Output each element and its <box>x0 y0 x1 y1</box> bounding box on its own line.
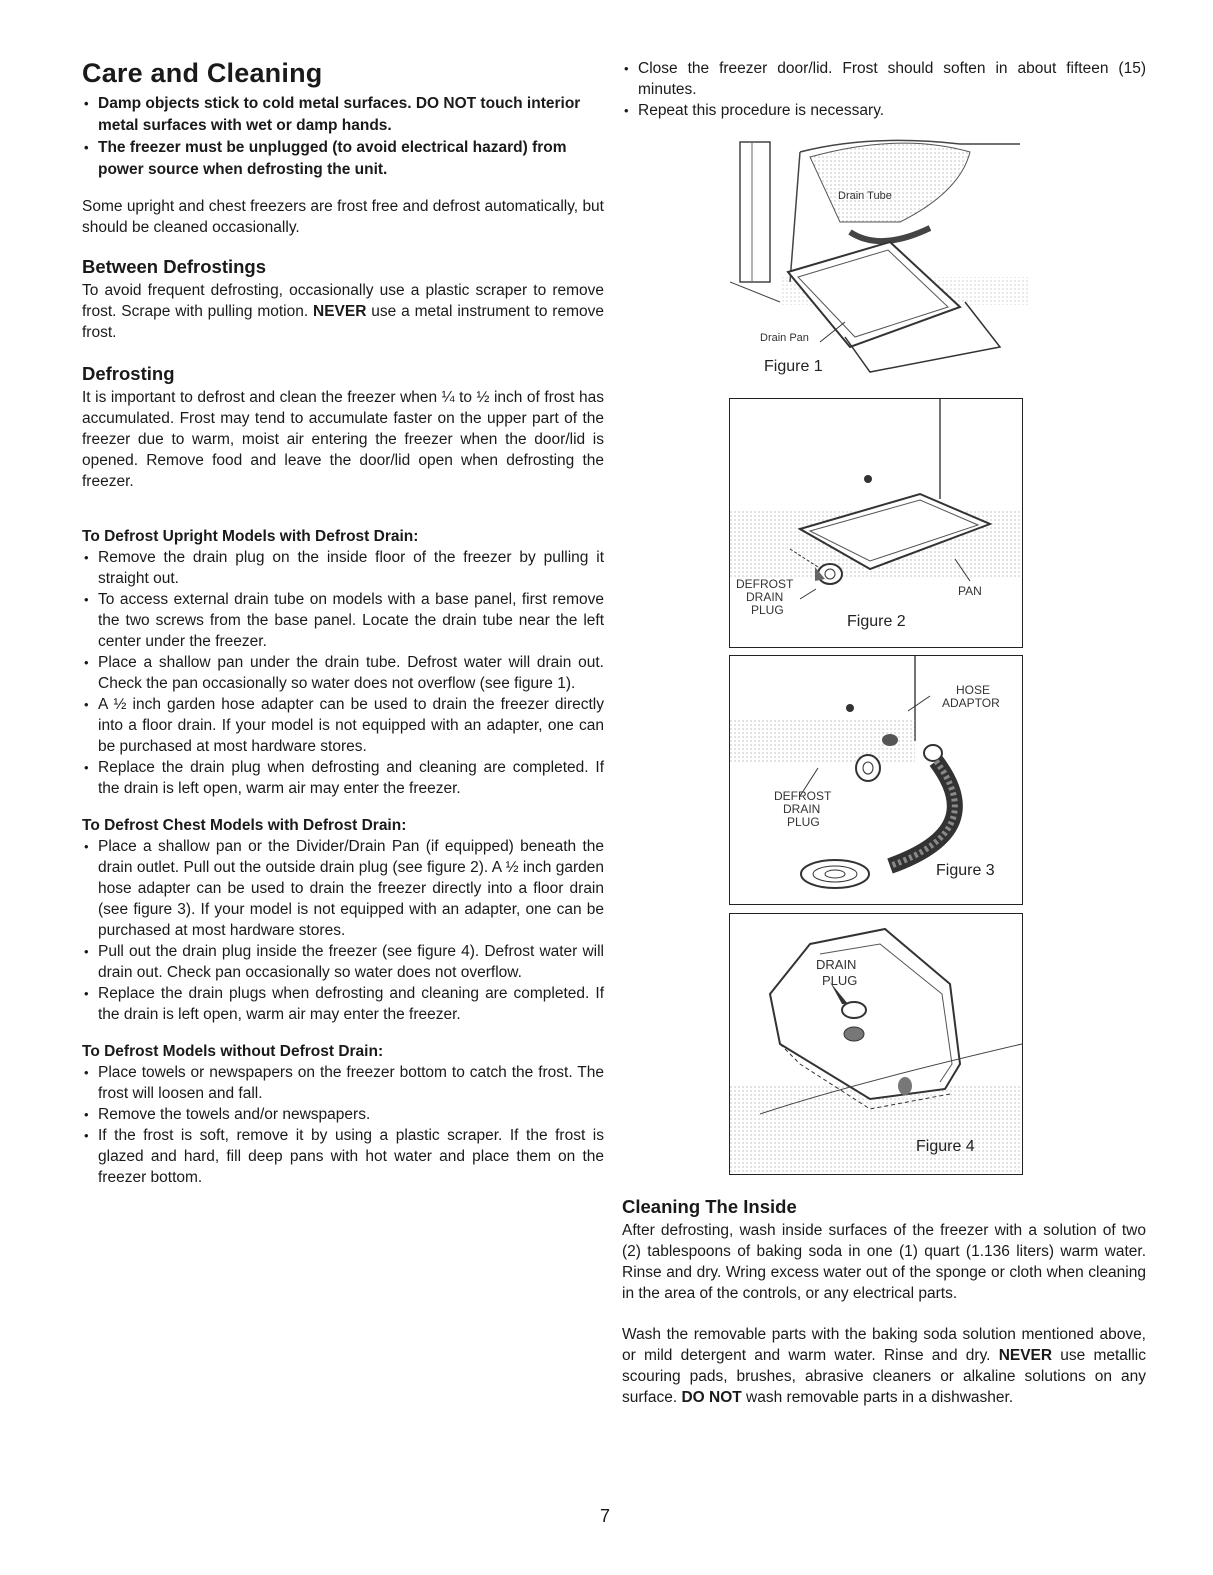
defrost-label: DEFROST <box>736 577 794 591</box>
cleaning-text-b: use metallic scouring pads, brushes, abrasive cleaners or alkaline solutions on any surface. <box>622 1347 1147 1406</box>
list-item: • If the frost is soft, remove it by using a plastic scraper. If the frost is glazed and hard, fill deep pans with hot water and place them on the freezer bottom. <box>82 1125 604 1188</box>
cleaning-section <box>622 1196 1146 1408</box>
list-item: • To access external drain tube on models with a base panel, first remove the two screws from the base panel. Locate the drain tube near the left center under the freezer. <box>82 589 604 652</box>
figure-4-caption: Figure 4 <box>916 1138 975 1155</box>
pan-label: PAN <box>958 584 982 598</box>
nodrain-heading: To Defrost Models without Defrost Drain: <box>82 1043 384 1060</box>
plug-label: PLUG <box>822 973 858 988</box>
cleaning-heading: Cleaning The Inside <box>622 1196 797 1217</box>
drain-label: DRAIN <box>816 957 857 972</box>
cleaning-paragraph-1: After defrosting, wash inside surfaces of the freezer with a solution of two (2) tablespoons of baking soda in one (1) quart (1.136 liters) warm water. Rinse and dry. Wring excess water out of the sponge or cloth when cleaning in the area of the controls, or any electrical parts. <box>622 1222 1146 1302</box>
figure-3-caption: Figure 3 <box>936 862 995 879</box>
drain-tube-label: Drain Tube <box>838 190 892 202</box>
figure-1 <box>730 132 1030 387</box>
list-item: • Close the freezer door/lid. Frost should soften in about fifteen (15) minutes. <box>622 58 1146 100</box>
list-item: • Pull out the drain plug inside the freezer (see figure 4). Defrost water will drain out. Check pan occasionally so water does not overflow. <box>82 941 604 983</box>
right-list <box>622 58 1146 121</box>
cleaning-paragraph-2 <box>622 1324 1146 1408</box>
cleaning-never: NEVER <box>998 1347 1053 1364</box>
list-item: • Place a shallow pan under the drain tube. Defrost water will drain out. Check the pan occasionally so water does not overflow (see figure 1). <box>82 652 604 694</box>
figure-4-drawing <box>730 914 1022 1174</box>
figure-2 <box>729 398 1023 648</box>
chest-list <box>82 836 604 1025</box>
plug-label: PLUG <box>751 603 784 617</box>
between-text-a: To avoid frequent defrosting, occasionally use a plastic scraper to remove frost. Scrape with pulling motion. <box>82 282 604 320</box>
upright-heading: To Defrost Upright Models with Defrost Drain: <box>82 528 419 545</box>
drain-pan-label: Drain Pan <box>760 332 809 344</box>
plug-label: PLUG <box>787 815 820 829</box>
defrosting-paragraph: It is important to defrost and clean the freezer when ¼ to ½ inch of frost has accumulated. Frost may tend to accumulate faster on the upper part of the freezer due to warm, moist air entering the freezer when the door/lid is opened. Remove food and leave the door/lid open when defrosting the freezer. <box>82 389 604 490</box>
between-never: NEVER <box>313 303 367 320</box>
drain-label: DRAIN <box>783 802 821 816</box>
adaptor-label: ADAPTOR <box>942 696 1000 710</box>
figure-2-caption: Figure 2 <box>847 613 906 630</box>
chest-heading: To Defrost Chest Models with Defrost Drain: <box>82 817 407 834</box>
cleaning-text-a: Wash the removable parts with the baking soda solution mentioned above, or mild detergent and warm water. Rinse and dry. <box>622 1326 1146 1364</box>
list-item: • Replace the drain plugs when defrosting and cleaning are completed. If the drain is left open, warm air may enter the freezer. <box>82 983 604 1025</box>
upright-list <box>82 547 604 799</box>
list-item: • Replace the drain plug when defrosting and cleaning are completed. If the drain is left open, warm air may enter the freezer. <box>82 757 604 799</box>
warning-list <box>82 93 604 181</box>
figure-1-caption: Figure 1 <box>764 358 823 375</box>
right-column-top <box>622 58 1146 121</box>
cleaning-text-c: wash removable parts in a dishwasher. <box>741 1389 1014 1406</box>
cleaning-donot: DO NOT <box>681 1389 742 1406</box>
page-title: Care and Cleaning <box>82 58 323 88</box>
page-number: 7 <box>600 1506 611 1526</box>
list-item: • Place a shallow pan or the Divider/Drain Pan (if equipped) beneath the drain outlet. Pull out the outside drain plug (see figure 2). A ½ inch garden hose adapter can be used to drain the freezer directly into a floor drain (see figure 3). If your model is not equipped with an adapter, one can be purchased at most hardware stores. <box>82 836 604 941</box>
hose-label: HOSE <box>956 683 991 697</box>
defrost-label: DEFROST <box>774 789 832 803</box>
between-heading: Between Defrostings <box>82 256 267 277</box>
defrosting-heading: Defrosting <box>82 363 175 384</box>
warning-item: • The freezer must be unplugged (to avoid electrical hazard) from power source when defrosting the unit. <box>82 137 604 181</box>
list-item: • Place towels or newspapers on the freezer bottom to catch the frost. The frost will loosen and fall. <box>82 1062 604 1104</box>
figure-3 <box>729 655 1023 905</box>
intro-paragraph: Some upright and chest freezers are frost free and defrost automatically, but should be cleaned occasionally. <box>82 198 604 236</box>
figure-4 <box>729 913 1023 1175</box>
nodrain-list <box>82 1062 604 1188</box>
figure-1-drawing <box>730 132 1030 387</box>
list-item: • Remove the towels and/or newspapers. <box>82 1104 604 1125</box>
between-text-b: use a metal instrument to remove frost. <box>82 303 604 341</box>
between-paragraph <box>82 280 604 343</box>
list-item: • Repeat this procedure is necessary. <box>622 100 1146 121</box>
left-column <box>82 58 604 1188</box>
drain-label: DRAIN <box>746 590 784 604</box>
warning-item: • Damp objects stick to cold metal surfaces. DO NOT touch interior metal surfaces with wet or damp hands. <box>82 93 604 137</box>
list-item: • Remove the drain plug on the inside floor of the freezer by pulling it straight out. <box>82 547 604 589</box>
list-item: • A ½ inch garden hose adapter can be used to drain the freezer directly into a floor drain. If your model is not equipped with an adapter, one can be purchased at most hardware stores. <box>82 694 604 757</box>
